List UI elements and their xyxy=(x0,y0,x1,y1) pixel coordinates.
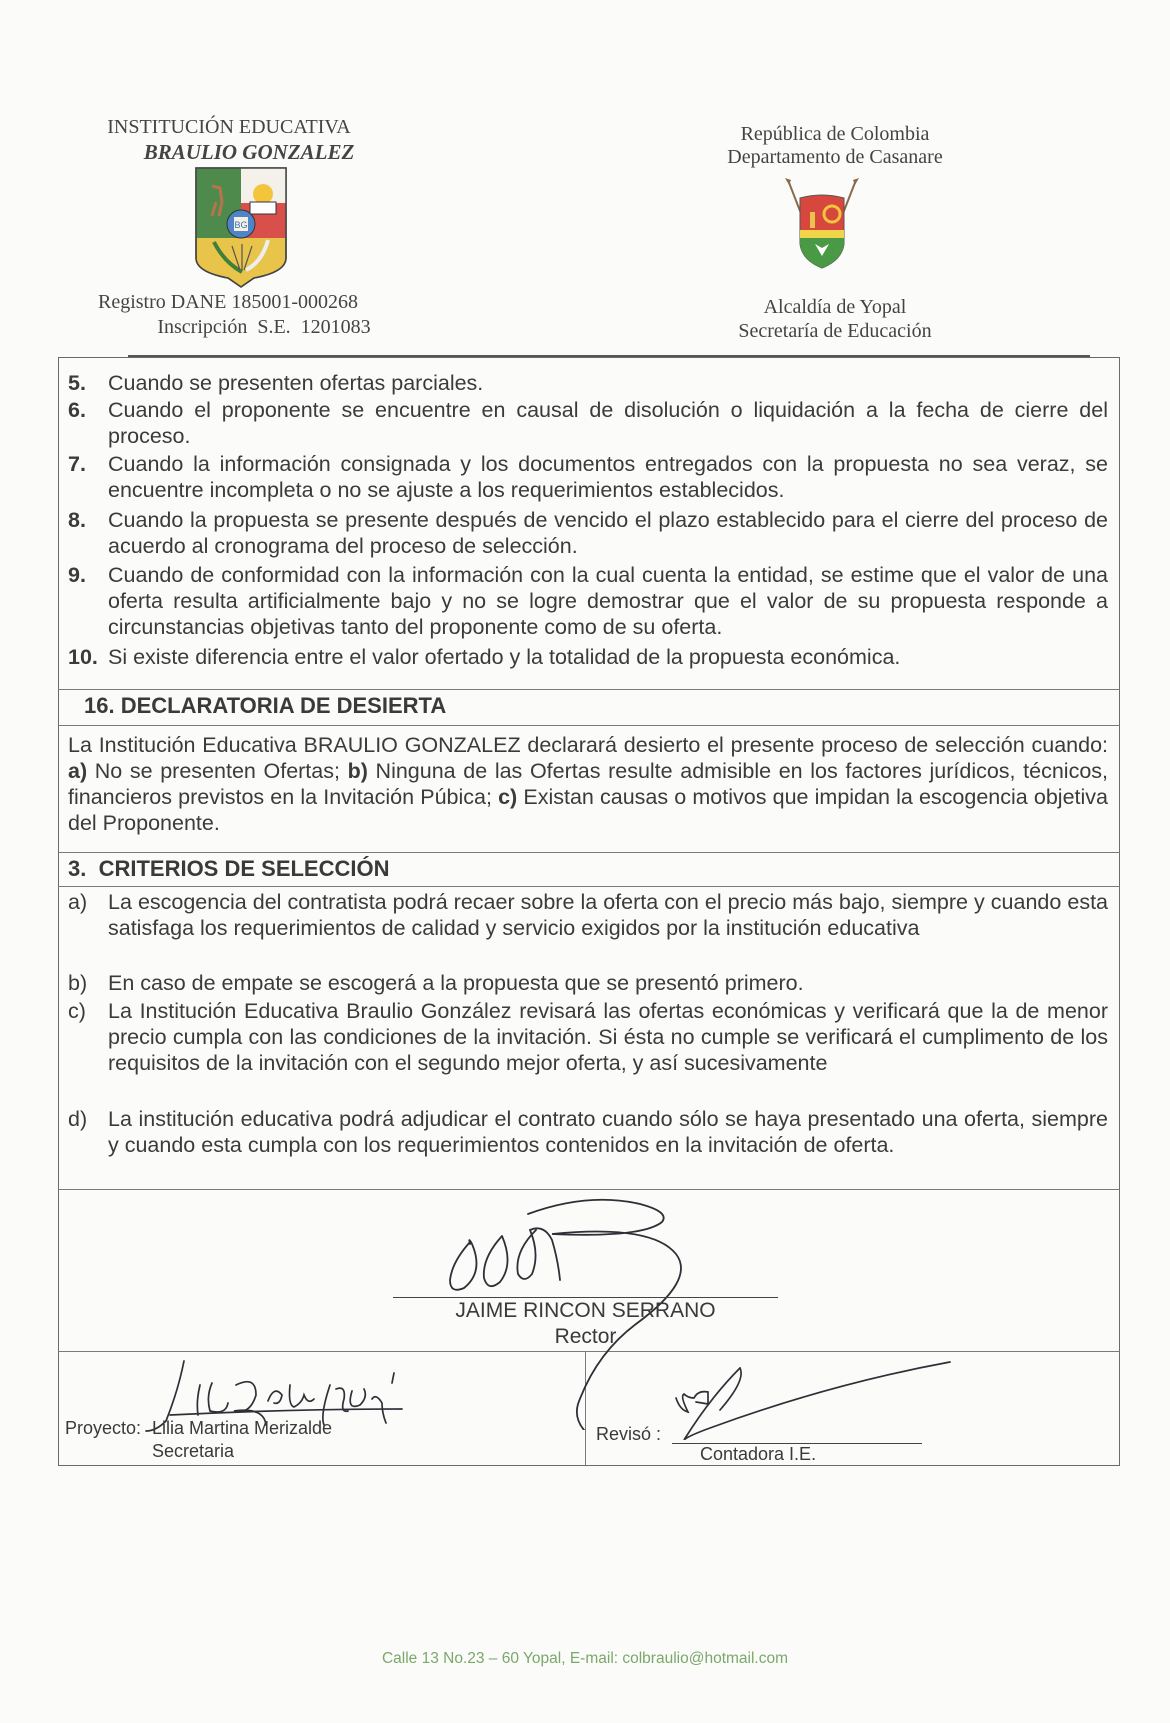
desierta-paragraph xyxy=(68,732,1108,836)
item-number: 9. xyxy=(68,563,86,587)
section-title-desierta: 16. DECLARATORIA DE DESIERTA xyxy=(84,693,447,718)
reviso-title: Contadora I.E. xyxy=(700,1444,817,1464)
divider-line xyxy=(58,886,1120,887)
registro-dane: Registro DANE 185001-000268 xyxy=(98,291,358,313)
institution-coat-of-arms-logo xyxy=(194,166,288,288)
paragraph-text: Ninguna de las Ofertas resulte admisible en los factores jurídicos, técnicos, financieros previstos en la Invitación Púbica; xyxy=(68,759,1109,809)
section-title-criterios: 3. CRITERIOS DE SELECCIÓN xyxy=(68,856,390,881)
mayoralty-line: Alcaldía de Yopal xyxy=(763,296,907,318)
country-line: República de Colombia xyxy=(740,123,930,145)
inscripcion-se: Inscripción S.E. 1201083 xyxy=(157,316,371,338)
reviso-handwritten-signature xyxy=(660,1360,960,1440)
institution-name: BRAULIO GONZALEZ xyxy=(143,140,355,164)
rejection-item xyxy=(68,507,1108,559)
casanare-shield-logo xyxy=(782,178,862,274)
proyecto-name: Lilia Martina Merizalde xyxy=(152,1418,333,1438)
paragraph-text: No se presenten Ofertas; xyxy=(87,759,348,783)
item-label: d) xyxy=(68,1107,88,1131)
item-text: En caso de empate se escogerá a la propuesta que se presentó primero. xyxy=(108,971,804,995)
institution-line: INSTITUCIÓN EDUCATIVA xyxy=(107,116,351,138)
rejection-item xyxy=(68,644,1108,670)
rector-signature-line xyxy=(393,1297,778,1298)
rector-name: JAIME RINCON SERRANO xyxy=(455,1299,716,1322)
department-line: Departamento de Casanare xyxy=(727,146,943,168)
paragraph-text: La Institución Educativa BRAULIO GONZALEZ declarará desierto el presente proceso de selección cuando: xyxy=(68,733,1108,757)
rejection-item xyxy=(68,562,1108,640)
paragraph-text: Existan causas o motivos que impidan la escogencia objetiva del Proponente. xyxy=(68,785,1108,835)
item-number: 5. xyxy=(68,371,86,395)
item-text: La institución educativa podrá adjudicar el contrato cuando sólo se haya presentado una oferta, siempre y cuando esta cumpla con los requerimientos contenidos en la invitación de oferta. xyxy=(108,1107,1108,1157)
criteria-item xyxy=(68,970,1108,996)
item-label: c) xyxy=(68,999,86,1023)
option-label: a) xyxy=(68,759,88,783)
item-text: Cuando se presenten ofertas parciales. xyxy=(108,371,484,395)
divider-line xyxy=(58,852,1120,853)
divider-line xyxy=(58,689,1120,690)
item-text: La Institución Educativa Braulio González revisará las ofertas económicas y verificará que la de menor precio cumpla con las condiciones de la invitación. Si ésta no cumple se verificará el cumplimento de los requisitos de la invitación con el segundo mejor oferta, y así sucesivamente xyxy=(108,999,1108,1075)
item-text: Si existe diferencia entre el valor ofertado y la totalidad de la propuesta económica. xyxy=(108,645,901,669)
footer-address: Calle 13 No.23 – 60 Yopal, E-mail: colbraulio@hotmail.com xyxy=(381,1650,789,1667)
divider-line xyxy=(58,725,1120,726)
item-label: b) xyxy=(68,971,88,995)
item-text: Cuando de conformidad con la información con la cual cuenta la entidad, se estime que el valor de una oferta resulta artificialmente bajo y no se logre demostrar que el valor de su propuesta responde a circunstancias objetivas tanto del proponente como de su oferta. xyxy=(108,563,1108,639)
rejection-item xyxy=(68,370,1108,396)
item-number: 7. xyxy=(68,452,86,476)
rejection-item xyxy=(68,397,1108,449)
item-text: La escogencia del contratista podrá recaer sobre la oferta con el precio más bajo, siempre y cuando esta satisfaga los requerimientos de calidad y servicio exigidos por la institución educativa xyxy=(108,890,1108,940)
item-number: 10. xyxy=(68,645,98,669)
criteria-item xyxy=(68,1106,1108,1158)
option-label: c) xyxy=(498,785,518,809)
item-text: Cuando la propuesta se presente después de vencido el plazo establecido para el cierre del proceso de acuerdo al cronograma del proceso de selección. xyxy=(108,508,1108,558)
criteria-item xyxy=(68,998,1108,1076)
item-number: 6. xyxy=(68,398,86,422)
item-text: Cuando la información consignada y los documentos entregados con la propuesta no sea veraz, se encuentre incompleta o no se ajuste a los requerimientos establecidos. xyxy=(108,452,1108,502)
rejection-item xyxy=(68,451,1108,503)
secretariat-line: Secretaría de Educación xyxy=(738,320,932,342)
reviso-label: Revisó : xyxy=(596,1424,662,1444)
criteria-item xyxy=(68,889,1108,941)
option-label: b) xyxy=(347,759,368,783)
proyecto-label: Proyecto: xyxy=(65,1418,142,1438)
logo-monogram: BG xyxy=(234,220,248,230)
rector-title: Rector xyxy=(554,1325,617,1348)
item-text: Cuando el proponente se encuentre en causal de disolución o liquidación a la fecha de cierre del proceso. xyxy=(108,398,1108,448)
item-number: 8. xyxy=(68,508,86,532)
proyecto-title: Secretaria xyxy=(152,1441,235,1461)
item-label: a) xyxy=(68,890,88,914)
